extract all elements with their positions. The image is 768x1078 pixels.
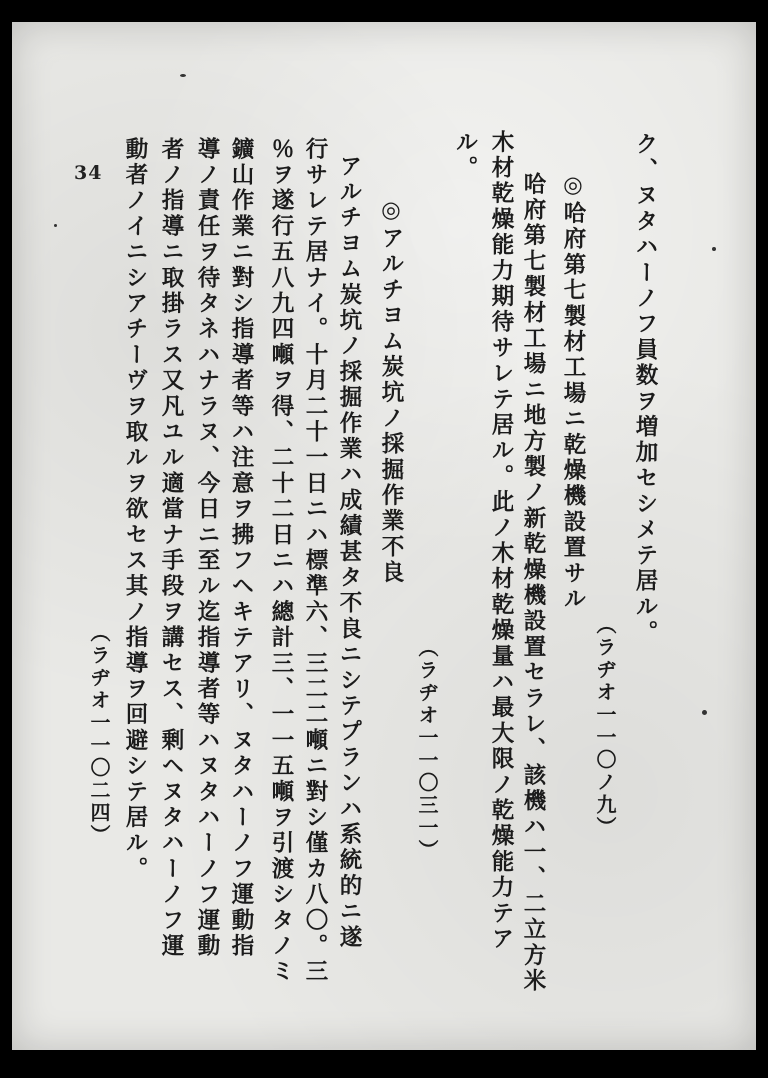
body-line: 導ノ責任ヲ待タネハナラヌ、今日ニ至ル迄指導者等ハヌタハーノフ運動 <box>194 137 220 960</box>
body-line: 木材乾燥能力期待サレテ居ル。此ノ木材乾燥量ハ最大限ノ乾燥能力テア <box>488 130 514 953</box>
dust-speck <box>712 247 716 251</box>
source-citation: （ラヂオ一一〇二四） <box>87 622 111 847</box>
section-heading: ◎アルチヨム炭坑ノ採掘作業不良 <box>378 197 404 586</box>
body-line: アルチヨム炭坑ノ採掘作業ハ成績甚タ不良ニシテプランハ系統的ニ遂 <box>336 154 362 951</box>
body-line: 哈府第七製材工場ニ地方製ノ新乾燥機設置セラレ、該機ハ一、二立方米 <box>520 172 546 995</box>
body-line: ％ヲ遂行五八九四噸ヲ得、二十二日ニハ總計三、一一五噸ヲ引渡シタノミ <box>268 137 294 986</box>
section-heading: ◎哈府第七製材工場ニ乾燥機設置サル <box>560 172 586 613</box>
page-number: 34 <box>74 162 103 184</box>
body-line: ル。 <box>452 130 478 182</box>
body-line: ク、ヌタハーノフ員数ヲ増加セシメテ居ル。 <box>632 132 658 646</box>
dust-speck <box>702 710 707 715</box>
body-line: 者ノ指導ニ取掛ラス又凡ユル適當ナ手段ヲ講セス、剰ヘヌタハーノフ運 <box>158 137 184 960</box>
document-page <box>12 22 756 1050</box>
source-citation: （ラヂオ一一〇三一） <box>415 637 439 862</box>
body-line: 行サレテ居ナイ。十月二十一日ニハ標準六、三二二噸ニ對シ僅カ八〇。三 <box>302 137 328 986</box>
body-line: 鑛山作業ニ對シ指導者等ハ注意ヲ拂フヘキテアリ、ヌタハーノフ運動指 <box>228 137 254 960</box>
body-line: 動者ノイニシアチーヴヲ取ルヲ欲セス其ノ指導ヲ回避シテ居ル。 <box>122 137 148 883</box>
source-citation: （ラヂオ一一〇ノ九） <box>593 614 617 839</box>
dust-speck <box>54 224 57 227</box>
dust-speck <box>180 74 186 77</box>
